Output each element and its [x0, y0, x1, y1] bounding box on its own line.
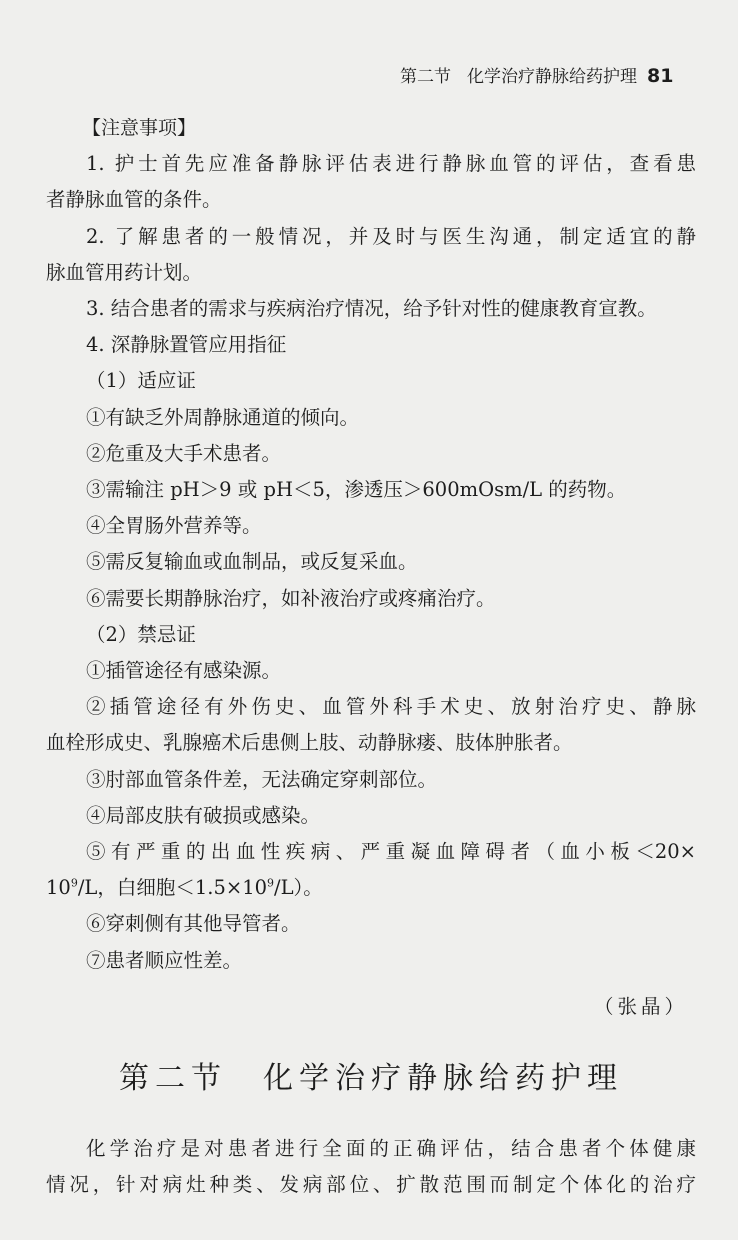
intro-line-2: 情况，针对病灶种类、发病部位、扩散范围而制定个体化的治疗	[46, 1173, 696, 1197]
item-2-line-1: 2. 了解患者的一般情况，并及时与医生沟通，制定适宜的静	[86, 224, 696, 248]
section-title	[46, 1059, 696, 1099]
contraindication-5-line-1: ⑤有严重的出血性疾病、严重凝血障碍者（血小板＜20×	[86, 840, 696, 864]
contraindication-5-line-2: $10^9/L$，白细胞$<1.5\times 10^9/L$）。	[46, 876, 323, 900]
contraindication-2-line-1: ②插管途径有外伤史、血管外科手术史、放射治疗史、静脉	[86, 695, 696, 719]
notice-heading: 【注意事项】	[82, 117, 197, 139]
page-body	[46, 110, 696, 1203]
item-1-line-2: 者静脉血管的条件。	[46, 188, 222, 212]
running-header	[400, 62, 710, 87]
contraindication-6: ⑥穿刺侧有其他导管者。	[86, 912, 301, 936]
indication-5: ⑤需反复输血或血制品，或反复采血。	[86, 550, 418, 574]
indication-2: ②危重及大手术患者。	[86, 441, 282, 465]
author-credit: （张晶）	[593, 994, 688, 1018]
contraindication-3: ③肘部血管条件差，无法确定穿刺部位。	[86, 767, 438, 791]
contraindication-4: ④局部皮肤有破损或感染。	[86, 803, 321, 827]
section-title-name: 化学治疗静脉给药护理	[263, 1061, 623, 1097]
section-title-number: 第二节	[119, 1061, 227, 1097]
contraindications-heading: （2）禁忌证	[86, 622, 196, 646]
contraindication-2-line-2: 血栓形成史、乳腺癌术后患侧上肢、动静脉瘘、肢体肿胀者。	[46, 731, 573, 755]
header-section: 第二节	[400, 67, 451, 87]
item-3: 3. 结合患者的需求与疾病治疗情况，给予针对性的健康教育宣教。	[86, 297, 657, 321]
indication-4: ④全胃肠外营养等。	[86, 514, 262, 538]
indication-1: ①有缺乏外周静脉通道的倾向。	[86, 405, 360, 429]
indication-3: ③需输注 pH＞9 或 pH＜5，渗透压＞600mOsm/L 的药物。	[86, 478, 627, 502]
item-4: 4. 深静脉置管应用指征	[86, 333, 287, 357]
indication-6: ⑥需要长期静脉治疗，如补液治疗或疼痛治疗。	[86, 586, 496, 610]
header-title: 化学治疗静脉给药护理	[467, 67, 637, 87]
item-1-line-1: 1. 护士首先应准备静脉评估表进行静脉血管的评估，查看患	[86, 152, 696, 176]
contraindication-7: ⑦患者顺应性差。	[86, 948, 243, 972]
contraindication-1: ①插管途径有感染源。	[86, 659, 282, 683]
intro-line-1: 化学治疗是对患者进行全面的正确评估，结合患者个体健康	[86, 1137, 696, 1161]
item-2-line-2: 脉血管用药计划。	[46, 260, 203, 284]
indications-heading: （1）适应证	[86, 369, 196, 393]
page-number: 81	[647, 65, 674, 87]
